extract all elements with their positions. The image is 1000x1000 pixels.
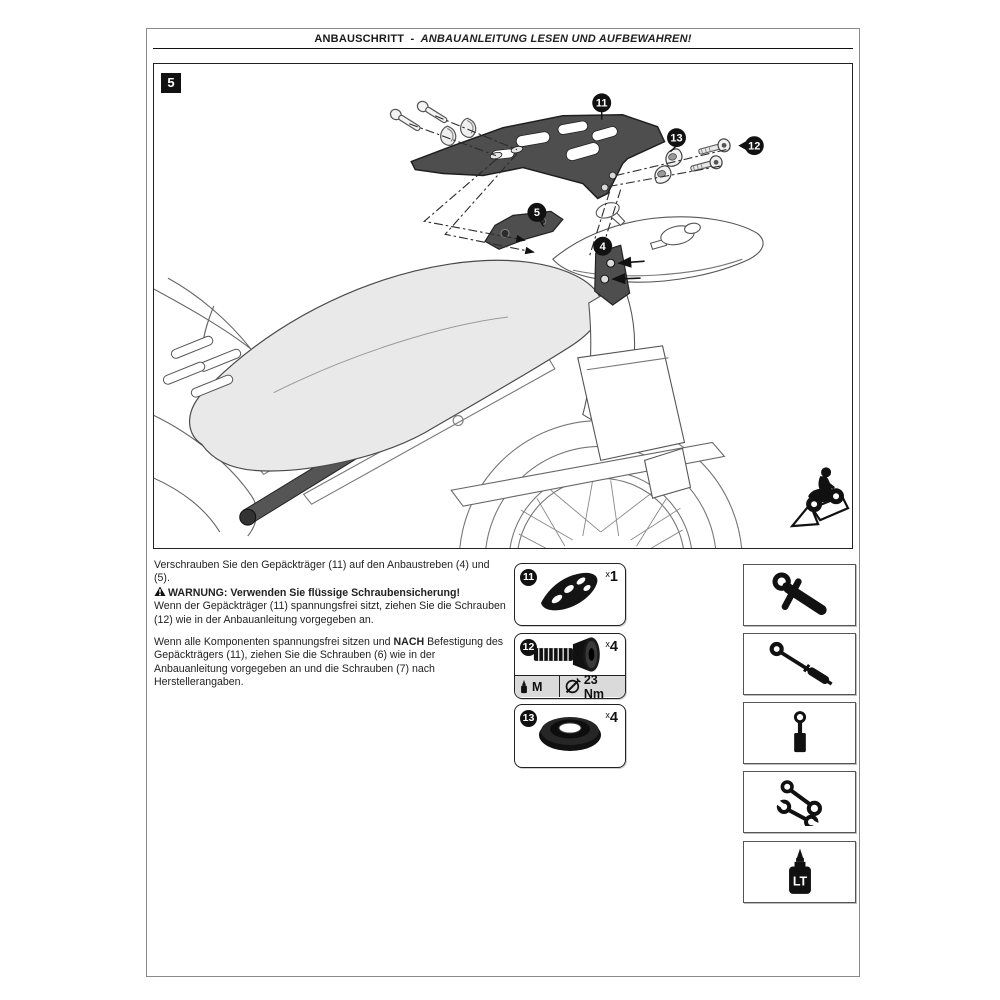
- part-11-qty-mark: x: [605, 569, 610, 579]
- instruction-p3-after: Befestigung des Gepäckträgers (11), ziehen Sie die Schrauben (6) wie in der Anbauanleitung vorgegeben an und die Schrauben (7) nach Herstellerangaben.: [154, 636, 504, 689]
- turn-signal-left: [594, 200, 625, 226]
- motorcycle-direction-arrow-icon: [792, 467, 848, 526]
- callout-12: [738, 136, 763, 155]
- instruction-line-2: [154, 600, 508, 627]
- instruction-p2: Wenn der Gepäckträger (11) spannungsfrei sitzt, ziehen Sie die Schrauben (12) wie in der Anbauanleitung vorgegeben an.: [154, 600, 506, 626]
- left-screws: [389, 99, 450, 133]
- callout-5-label: 5: [533, 207, 540, 220]
- torque-icon: [564, 678, 581, 695]
- tool-box-threadlocker: [743, 841, 856, 903]
- threadlocker-cell: [515, 676, 560, 697]
- page-header: [147, 33, 859, 45]
- socket-extension-icon: [760, 709, 840, 757]
- instruction-text-block: [154, 559, 508, 690]
- callout-12-label: 12: [748, 140, 761, 153]
- header-separator: -: [410, 33, 415, 45]
- paragraph-gap: [154, 627, 508, 636]
- part-13-qty-mark: x: [605, 710, 610, 720]
- threadlocker-bottle-large-icon: [771, 847, 829, 897]
- header-subtitle: ANBAUANLEITUNG LESEN UND AUFBEWAHREN!: [420, 33, 692, 45]
- part-12-qty-mark: x: [605, 639, 610, 649]
- callout-13-label: 13: [670, 132, 683, 145]
- threadlocker-grade: M: [532, 679, 543, 694]
- header-rule: [153, 48, 853, 49]
- tool-box-wrenches: [743, 771, 856, 833]
- warning-triangle-icon: [154, 586, 166, 597]
- manual-page: [146, 28, 860, 977]
- luggage-rack-icon: [533, 564, 607, 616]
- callout-4: [593, 237, 612, 256]
- mounting-strut-5: [485, 211, 563, 249]
- diagram-frame: [153, 63, 853, 549]
- part-11-qty-value: 1: [609, 569, 618, 585]
- part-11-qty: [605, 568, 618, 586]
- seat: [162, 260, 602, 471]
- part-box-11: [514, 563, 626, 626]
- warning-text: WARNUNG: Verwenden Sie flüssige Schraubensicherung!: [168, 586, 460, 599]
- threadlocker-bottle-icon: [519, 679, 529, 694]
- part-12-badge: 12: [520, 639, 537, 656]
- header-step-title: ANBAUSCHRITT: [314, 33, 405, 45]
- part-13-qty-value: 4: [609, 710, 618, 726]
- threadlocker-label: LT: [792, 874, 807, 889]
- conical-washer-icon: [530, 705, 610, 757]
- tool-box-torque-wrench: [743, 633, 856, 695]
- part-12-qty: [605, 638, 618, 656]
- torque-cell: [560, 672, 625, 699]
- part-box-13: [514, 704, 626, 768]
- part-12-qty-value: 4: [609, 639, 618, 655]
- warning-line: [154, 586, 508, 600]
- ratchet-icon: [760, 571, 840, 619]
- torque-value: 23 Nm: [583, 672, 604, 699]
- torque-wrench-icon: [760, 640, 840, 688]
- part-13-qty: [605, 709, 618, 727]
- instruction-p3-bold: NACH: [393, 636, 425, 649]
- callout-13: [667, 128, 686, 151]
- countersunk-screw-icon: [528, 634, 612, 674]
- instruction-p1: Verschrauben Sie den Gepäckträger (11) auf den Anbaustreben (4) und (5).: [154, 559, 490, 585]
- callout-4-label: 4: [599, 241, 606, 254]
- part-13-badge: 13: [520, 710, 537, 727]
- exploded-view-illustration: [154, 64, 852, 548]
- instruction-p3-before: Wenn alle Komponenten spannungsfrei sitzen und: [154, 636, 394, 649]
- part-11-badge: 11: [520, 569, 537, 586]
- tool-box-ratchet: [743, 564, 856, 626]
- tool-box-socket: [743, 702, 856, 764]
- instruction-line-3: [154, 636, 508, 690]
- step-number-box: 5: [161, 73, 181, 93]
- open-end-wrenches-icon: [760, 778, 840, 826]
- instruction-line-1: [154, 559, 508, 586]
- screw-spec-bar: [515, 672, 625, 699]
- callout-11-label: 11: [595, 97, 608, 110]
- part-box-12: [514, 633, 626, 699]
